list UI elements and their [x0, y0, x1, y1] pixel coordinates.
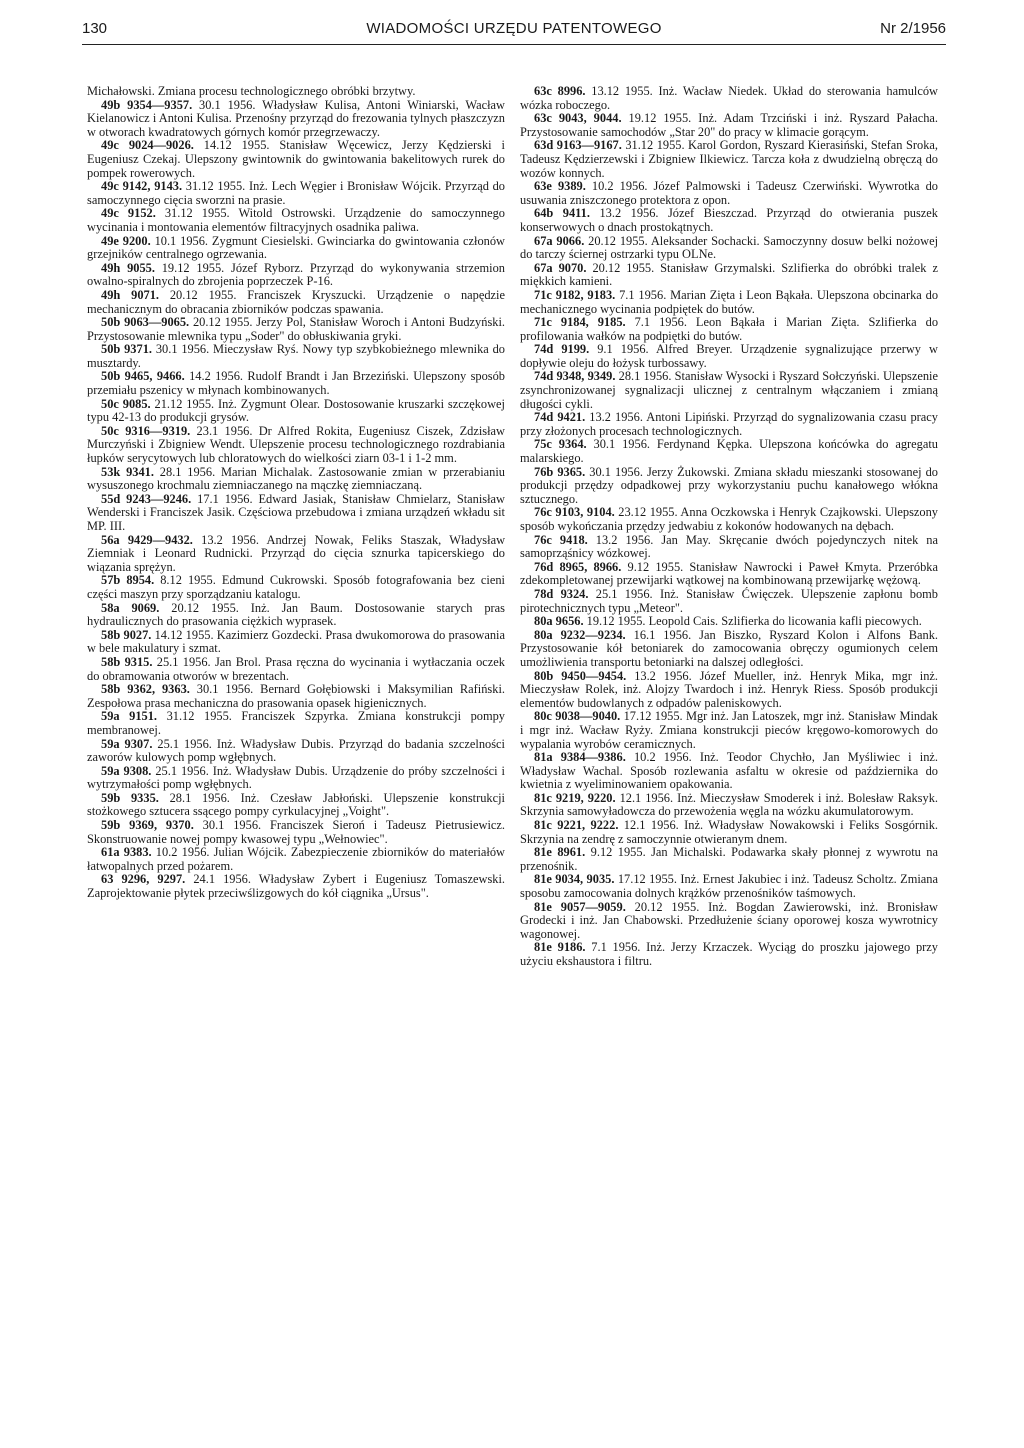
patent-entry: [520, 670, 938, 711]
patent-entry: [87, 139, 505, 180]
patent-code: 81e 8961.: [534, 845, 586, 860]
patent-description: 20.12 1955. Franciszek Kryszucki. Urządzenie o napędzie mechanicznym do obracania zbiorników podczas spawania.: [87, 287, 505, 316]
patent-description: 30.1 1956. Franciszek Sieroń i Tadeusz Pietrusiewicz. Skonstruowanie nowej pompy kwasowej typu „Wełnowiec".: [87, 818, 505, 846]
patent-entry: [87, 738, 505, 765]
patent-entry: [87, 180, 505, 207]
patent-code: 81e 9057—9059.: [534, 899, 626, 914]
patent-entry: [87, 683, 505, 710]
patent-code: 49e 9200.: [101, 233, 151, 248]
patent-entry: [520, 180, 938, 207]
patent-code: 63d 9163—9167.: [534, 138, 622, 153]
patent-code: 71c 9184, 9185.: [534, 315, 626, 330]
patent-code: 58b 9362, 9363.: [101, 682, 190, 697]
patent-description: 13.12 1955. Inż. Wacław Niedek. Układ do sterowania hamulców wózka roboczego.: [520, 84, 938, 112]
patent-code: 63 9296, 9297.: [101, 872, 186, 887]
patent-description: 31.12 1955. Karol Gordon, Ryszard Kierasiński, Stefan Sroka, Tadeusz Kędzierzewski i Zbigniew Ilkiewicz. Tarcza koła z dwudzielną obręczą do wozów konnych.: [520, 138, 938, 180]
patent-code: 61a 9383.: [101, 845, 152, 860]
patent-code: 76c 9103, 9104.: [534, 505, 615, 520]
patent-code: 80a 9656.: [534, 614, 584, 629]
patent-entry: [520, 262, 938, 289]
patent-entry: [520, 438, 938, 465]
patent-description: 31.12 1955. Inż. Lech Węgier i Bronisław Wójcik. Przyrząd do samoczynnego cięcia sworzni na prasie.: [87, 179, 506, 207]
patent-description: 16.1 1956. Jan Biszko, Ryszard Kolon i Alfons Bank. Przystosowanie kół betoniarek do zamocowania obręczy ogumionych celem umożliwienia transportu betoniarki na dalszej odległości.: [520, 627, 938, 669]
patent-entry: [520, 370, 938, 411]
patent-description: 25.1 1956. Inż. Władysław Dubis. Przyrząd do badania szczelności zaworów kulowych pomp wgłębnych.: [87, 736, 506, 765]
patent-entry: [87, 207, 505, 234]
patent-description: 23.1 1956. Dr Alfred Rokita, Eugeniusz Ciszek, Zdzisław Murczyński i Zbigniew Wendt. Ulepszenie procesu technologicznego rozdrabiania łupków serycytowych lub chloratowych do wielkości ziarn 03-1 i 1-2 mm.: [87, 423, 505, 466]
patent-entry: [87, 493, 505, 534]
patent-description: 12.1 1956. Inż. Mieczysław Smoderek i inż. Bolesław Raksyk. Skrzynia samowyładowcza do przewożenia węgla na wózku akumulatorowym.: [520, 790, 938, 819]
patent-description: 17.1 1956. Edward Jasiak, Stanisław Chmielarz, Stanisław Wenderski i Franciszek Jasik. Częściowa przebudowa i zmiana urządzeń wkładu sit MP. III.: [87, 491, 506, 533]
patent-entry: [87, 99, 505, 140]
patent-entry: [520, 506, 938, 533]
patent-code: 81c 9219, 9220.: [534, 790, 616, 805]
patent-code: 74d 9421.: [534, 410, 586, 425]
patent-description: Michałowski. Zmiana procesu technologicznego obróbki brzytwy.: [87, 84, 416, 98]
patent-entry: [520, 901, 938, 942]
patent-code: 74d 9348, 9349.: [534, 369, 616, 384]
patent-code: 59b 9335.: [101, 790, 159, 805]
patent-description: 13.2 1956. Jan May. Skręcanie dwóch pojedynczych nitek na samoprząśnicy wózkowej.: [520, 532, 939, 561]
patent-entry: [87, 792, 505, 819]
patent-description: 7.1 1956. Leon Bąkała i Marian Zięta. Szlifierka do profilowania wałków na podpiętki do butów.: [520, 315, 939, 343]
patent-entry: [87, 343, 505, 370]
patent-entry: [520, 941, 938, 968]
patent-code: 76c 9418.: [534, 532, 588, 547]
patent-description: 31.12 1955. Witold Ostrowski. Urządzenie do samoczynnego wycinania i montowania elementów filtracyjnych osadnika paliwa.: [87, 206, 505, 234]
patent-description: 25.1 1956. Inż. Władysław Dubis. Urządzenie do próby szczelności i wytrzymałości pomp wgłębnych.: [87, 763, 505, 792]
patent-code: 80c 9038—9040.: [534, 709, 621, 724]
patent-entry: [520, 112, 938, 139]
patent-entry: [87, 370, 505, 397]
patent-description: 17.12 1955. Mgr inż. Jan Latoszek, mgr inż. Stanisław Mindak i mgr inż. Wacław Ryży. Zmiana konstrukcji pieców kręgowo-komorowych do wypalania wyrobów ceramicznych.: [520, 709, 938, 751]
patent-code: 58b 9315.: [101, 654, 153, 669]
patent-description: 20.12 1955. Inż. Jan Baum. Dostosowanie starych pras hydraulicznych do prasowania ciężkich wyprasek.: [87, 600, 505, 629]
patent-description: 14.12 1955. Kazimierz Gozdecki. Prasa dwukomorowa do prasowania w bele makulatury i szmat.: [87, 627, 505, 656]
patent-description: 20.12 1955. Stanisław Grzymalski. Szlifierka do obróbki tralek z miękkich kamieni.: [520, 260, 938, 289]
patent-code: 59a 9151.: [101, 709, 158, 724]
patent-description: 8.12 1955. Edmund Cukrowski. Sposób fotografowania bez cieni części maszyn przy sporządzaniu katalogu.: [87, 573, 505, 601]
patent-code: 50b 9063—9065.: [101, 315, 190, 330]
patent-code: 57b 8954.: [101, 573, 155, 588]
patent-entry: [87, 85, 505, 99]
patent-entry: [87, 398, 505, 425]
patent-entry: [87, 710, 505, 737]
patent-code: 56a 9429—9432.: [101, 532, 193, 547]
patent-code: 76b 9365.: [534, 464, 586, 479]
patent-entry: [87, 534, 505, 575]
patent-code: 76d 8965, 8966.: [534, 559, 622, 574]
patent-description: 28.1 1956. Stanisław Wysocki i Ryszard Sołczyński. Ulepszenie zsynchronizowanej sygnalizacji ulicznej z centralnym włączaniem i zmianą długości cykli.: [520, 369, 938, 411]
patent-code: 75c 9364.: [534, 437, 587, 452]
patent-code: 81a 9384—9386.: [534, 750, 626, 765]
patent-description: 30.1 1956. Jerzy Żukowski. Zmiana składu mieszanki stosowanej do produkcji przędzy odpadkowej przy wykorzystaniu puchu kanałowego włókna sztucznego.: [520, 464, 939, 506]
patent-code: 63e 9389.: [534, 179, 586, 194]
patent-code: 50b 9371.: [101, 342, 152, 357]
patent-entry: [520, 751, 938, 792]
patent-code: 67a 9070.: [534, 260, 587, 275]
patent-description: 7.1 1956. Inż. Jerzy Krzaczek. Wyciąg do proszku jajowego przy użyciu ekshaustora i filtru.: [520, 940, 938, 968]
patent-entry: [520, 710, 938, 751]
patent-code: 49c 9152.: [101, 206, 156, 221]
patent-description: 23.12 1955. Anna Oczkowska i Henryk Czajkowski. Ulepszony sposób wykończania przędzy jedwabiu z kokonów hodowanych na dębach.: [520, 505, 938, 533]
patent-code: 59a 9308.: [101, 763, 152, 778]
patent-code: 49h 9071.: [101, 287, 160, 302]
patent-code: 81e 9034, 9035.: [534, 872, 615, 887]
patent-description: 20.12 1955. Aleksander Sochacki. Samoczynny dosuw belki nożowej do tarczy ściernej ostrzarki typu OLNe.: [520, 233, 939, 262]
patent-code: 71c 9182, 9183.: [534, 287, 616, 302]
patent-code: 64b 9411.: [534, 206, 590, 221]
patent-entry: [87, 819, 505, 846]
patent-description: 19.12 1955. Inż. Adam Trzciński i inż. Ryszard Pałacha. Przystosowanie samochodów „Star 20" do pracy w klimacie gorącym.: [520, 111, 938, 139]
patent-entry: [87, 466, 505, 493]
patent-description: 13.2 1956. Andrzej Nowak, Feliks Staszak, Władysław Ziemniak i Leonard Rudnicki. Przyrząd do cięcia sznurka tapicerskiego do wiązania sprężyn.: [87, 532, 506, 574]
patent-entry: [87, 289, 505, 316]
patent-description: 17.12 1955. Inż. Ernest Jakubiec i inż. Tadeusz Scholtz. Zmiana sposobu zamocowania dolnych krążków przenośników taśmowych.: [520, 872, 938, 901]
page-number: 130: [82, 20, 108, 37]
patent-entry: [87, 629, 505, 656]
patent-code: 74d 9199.: [534, 342, 590, 357]
patent-description: 19.12 1955. Leopold Cais. Szlifierka do licowania kafli piecowych.: [583, 614, 922, 629]
patent-code: 58b 9027.: [101, 627, 152, 642]
patent-code: 49c 9142, 9143.: [101, 179, 183, 194]
patent-code: 50b 9465, 9466.: [101, 369, 185, 384]
patent-entry: [520, 615, 938, 629]
patent-description: 30.1 1956. Mieczysław Ryś. Nowy typ szybkobieżnego mlewnika do musztardy.: [87, 342, 505, 370]
patent-code: 55d 9243—9246.: [101, 491, 192, 506]
journal-title: WIADOMOŚCI URZĘDU PATENTOWEGO: [366, 20, 662, 37]
patent-code: 80b 9450—9454.: [534, 668, 627, 683]
patent-description: 14.12 1955. Stanisław Węcewicz, Jerzy Kędzierski i Eugeniusz Czekaj. Ulepszony gwintownik do gwintowania bakelitowych rurek do pompek rowerowych.: [87, 138, 505, 180]
patent-code: 63c 8996.: [534, 84, 586, 98]
issue-number: Nr 2/1956: [880, 20, 946, 37]
right-column: [520, 85, 938, 969]
patent-entry: [87, 235, 505, 262]
patent-entry: [520, 561, 938, 588]
patent-entry: [520, 139, 938, 180]
patent-description: 10.2 1956. Inż. Teodor Chychło, Jan Myśliwiec i inż. Władysław Wachal. Sposób rozlewania asfaltu w okresie od października do kwietnia z wyeliminowaniem opakowania.: [520, 750, 938, 792]
page-header: [82, 14, 946, 45]
patent-description: 25.1 1956. Inż. Stanisław Ćwięczek. Ulepszenie zapłonu bomb pirotechnicznych typu „Meteor".: [520, 586, 938, 615]
patent-description: 24.1 1956. Władysław Zybert i Eugeniusz Tomaszewski. Zaprojektowanie płytek przeciwślizgowych do kół ciągnika „Ursus".: [87, 872, 506, 901]
patent-entry: [87, 602, 505, 629]
patent-code: 58a 9069.: [101, 600, 160, 615]
patent-entry: [520, 466, 938, 507]
patent-description: 28.1 1956. Marian Michalak. Zastosowanie zmian w przerabianiu wysuszonego krochmalu ziemniaczanego na mączkę ziemniaczaną.: [87, 464, 505, 493]
patent-description: 14.2 1956. Rudolf Brandt i Jan Brzeziński. Ulepszony sposób przemiału pszenicy w młynach kombinowanych.: [87, 369, 505, 398]
patent-entry: [520, 792, 938, 819]
patent-description: 13.2 1956. Józef Bieszczad. Przyrząd do otwierania puszek konserwowych o dnach prostokątnych.: [520, 206, 938, 234]
patent-entry: [87, 873, 505, 900]
patent-description: 30.1 1956. Ferdynand Kępka. Ulepszona końcówka do agregatu malarskiego.: [520, 437, 938, 466]
patent-code: 50c 9316—9319.: [101, 423, 191, 438]
patent-entry: [520, 289, 938, 316]
patent-entry: [87, 656, 505, 683]
patent-description: 20.12 1955. Inż. Bogdan Zawierowski, inż. Bronisław Grodecki i inż. Jan Chabowski. Przedłużenie ściany oporowej kosza wywrotnicy wagonowej.: [520, 899, 938, 941]
patent-code: 78d 9324.: [534, 586, 589, 601]
patent-entry: [520, 316, 938, 343]
patent-description: 28.1 1956. Inż. Czesław Jabłoński. Ulepszenie konstrukcji stożkowego sztucera ssącego pompy cyrkulacyjnej „Voight".: [87, 790, 505, 819]
patent-entry: [520, 629, 938, 670]
patent-entry: [520, 534, 938, 561]
patent-entry: [520, 207, 938, 234]
patent-entry: [520, 588, 938, 615]
patent-entry: [87, 765, 505, 792]
patent-description: 30.1 1956. Bernard Gołębiowski i Maksymilian Rafiński. Zespołowa prasa mechaniczna do prasowania opasek higienicznych.: [87, 682, 505, 710]
patent-description: 9.1 1956. Alfred Breyer. Urządzenie sygnalizujące przerwy w dopływie oleju do łożysk turbossawy.: [520, 342, 938, 370]
patent-entry: [87, 574, 505, 601]
left-column: [87, 85, 505, 901]
patent-code: 67a 9066.: [534, 233, 585, 248]
patent-description: 9.12 1955. Stanisław Nawrocki i Paweł Kmyta. Przeróbka zdekompletowanej przewijarki wątkowej na kombinowaną przewijarkę wężową.: [520, 559, 938, 588]
patent-entry: [520, 235, 938, 262]
patent-description: 7.1 1956. Marian Zięta i Leon Bąkała. Ulepszona obcinarka do mechanicznego wycinania podpiętek do butów.: [520, 287, 939, 316]
patent-entry: [520, 873, 938, 900]
patent-description: 10.2 1956. Józef Palmowski i Tadeusz Czerwiński. Wywrotka do usuwania zniszczonego protektora z opon.: [520, 179, 938, 207]
patent-entry: [520, 411, 938, 438]
patent-code: 80a 9232—9234.: [534, 627, 626, 642]
patent-entry: [520, 819, 938, 846]
patent-code: 59a 9307.: [101, 736, 153, 751]
patent-entry: [87, 316, 505, 343]
patent-description: 10.1 1956. Zygmunt Ciesielski. Gwinciarka do gwintowania członów grzejników centralnego ogrzewania.: [87, 233, 505, 262]
patent-entry: [520, 846, 938, 873]
patent-description: 19.12 1955. Józef Ryborz. Przyrząd do wykonywania strzemion owalno-spiralnych do zbrojenia poprzeczek P-16.: [87, 260, 505, 289]
patent-code: 49c 9024—9026.: [101, 138, 194, 153]
patent-description: 13.2 1956. Antoni Lipiński. Przyrząd do sygnalizowania czasu pracy przy złożonych procesach technologicznych.: [520, 410, 939, 438]
patent-entry: [87, 262, 505, 289]
patent-description: 13.2 1956. Józef Mueller, inż. Henryk Mika, mgr inż. Mieczysław Rolek, inż. Alojzy Twardoch i inż. Henryk Riess. Sposób produkcji elementów budowlanych z odpadów paleniskowych.: [520, 668, 938, 710]
patent-code: 50c 9085.: [101, 396, 151, 411]
patent-code: 53k 9341.: [101, 464, 154, 479]
patent-description: 9.12 1955. Jan Michalski. Podawarka skały płonnej z wywrotu na przenośnik.: [520, 845, 938, 873]
patent-code: 63c 9043, 9044.: [534, 111, 622, 126]
patent-description: 12.1 1956. Inż. Władysław Nowakowski i Feliks Sosgórnik. Skrzynia na zendrę z samoczynnie otwieranym dnem.: [520, 818, 938, 846]
patent-description: 31.12 1955. Franciszek Szpyrka. Zmiana konstrukcji pompy membranowej.: [87, 709, 506, 737]
patent-description: 20.12 1955. Jerzy Pol, Stanisław Woroch i Antoni Budzyński. Przystosowanie mlewnika typu „Soder" do obłuskiwania gryki.: [87, 315, 505, 343]
patent-entry: [520, 85, 938, 112]
patent-entry: [87, 846, 505, 873]
patent-code: 49b 9354—9357.: [101, 97, 193, 112]
patent-code: 81e 9186.: [534, 940, 586, 955]
patent-code: 59b 9369, 9370.: [101, 818, 194, 833]
patent-description: 30.1 1956. Władysław Kulisa, Antoni Winiarski, Wacław Kielanowicz i Antoni Kulisa. Przenośny przyrząd do frezowania tylnych płaszczyzn w otworach kwadratowych górnych komór przegrzewaczy.: [87, 97, 505, 139]
patent-description: 21.12 1955. Inż. Zygmunt Olear. Dostosowanie kruszarki szczękowej typu 42-13 do produkcji grysów.: [87, 396, 505, 425]
patent-code: 49h 9055.: [101, 260, 155, 275]
patent-code: 81c 9221, 9222.: [534, 818, 619, 833]
patent-description: 10.2 1956. Julian Wójcik. Zabezpieczenie zbiorników do materiałów łatwopalnych przed pożarem.: [87, 845, 505, 873]
patent-entry: [87, 425, 505, 466]
patent-description: 25.1 1956. Jan Brol. Prasa ręczna do wycinania i wytłaczania oczek do obramowania otworów w brezentach.: [87, 654, 505, 683]
patent-entry: [520, 343, 938, 370]
